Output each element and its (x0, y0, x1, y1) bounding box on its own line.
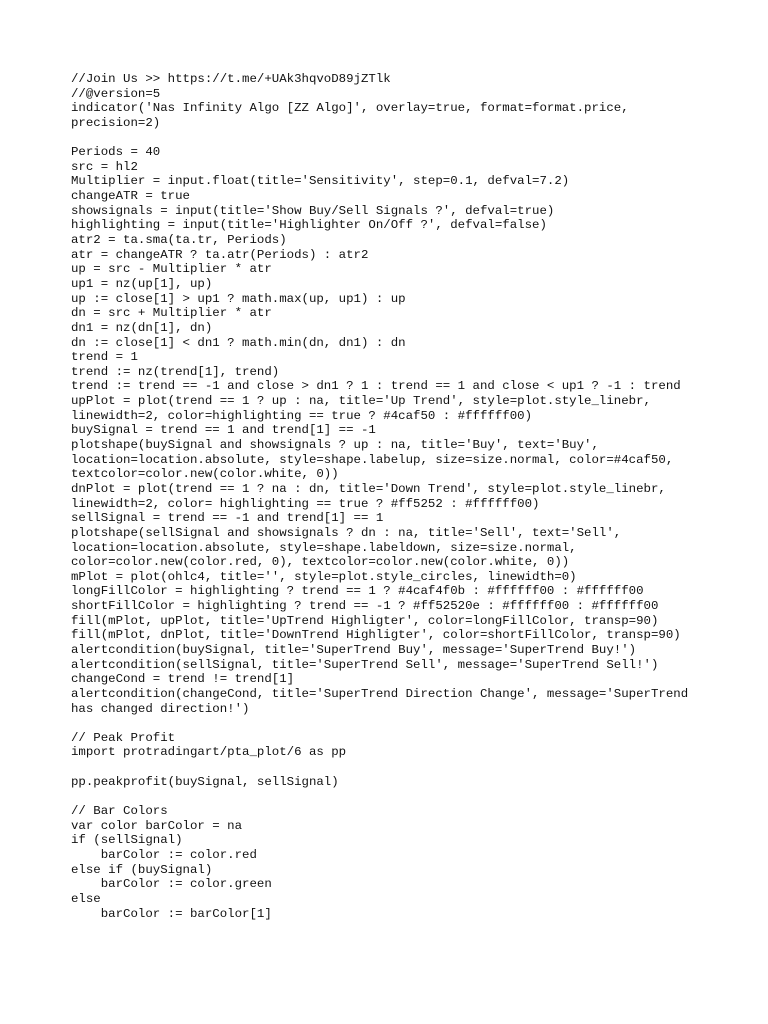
code-line: src = hl2 (71, 159, 138, 174)
code-line: longFillColor = highlighting ? trend == 1 ? #4caf4f0b : #ffffff00 : #ffffff00 (71, 584, 644, 599)
code-line: dn1 = nz(dn[1], dn) (71, 320, 213, 335)
code-line: color=color.new(color.red, 0), textcolor=color.new(color.white, 0)) (71, 555, 570, 570)
code-line: up := close[1] > up1 ? math.max(up, up1) : up (71, 291, 406, 306)
code-line: else (71, 891, 101, 906)
code-line: fill(mPlot, upPlot, title='UpTrend Highligter', color=longFillColor, transp=90) (71, 613, 659, 628)
code-line (71, 760, 731, 775)
code-line: import protradingart/pta_plot/6 as pp (71, 745, 347, 760)
code-line: dnPlot = plot(trend == 1 ? na : dn, title='Down Trend', style=plot.style_linebr, (71, 481, 666, 496)
code-line: //@version=5 (71, 86, 161, 101)
code-line: pp.peakprofit(buySignal, sellSignal) (71, 774, 339, 789)
code-line: plotshape(sellSignal and showsignals ? dn : na, title='Sell', text='Sell', (71, 525, 622, 540)
code-line: Periods = 40 (71, 145, 161, 160)
code-line: alertcondition(buySignal, title='SuperTrend Buy', message='SuperTrend Buy!') (71, 642, 637, 657)
code-line: barColor := color.green (71, 877, 272, 892)
code-line: atr2 = ta.sma(ta.tr, Periods) (71, 233, 287, 248)
code-line: atr = changeATR ? ta.atr(Periods) : atr2 (71, 247, 369, 262)
code-line: dn := close[1] < dn1 ? math.min(dn, dn1) : dn (71, 335, 406, 350)
code-line: plotshape(buySignal and showsignals ? up : na, title='Buy', text='Buy', (71, 438, 599, 453)
code-line: has changed direction!') (71, 701, 250, 716)
code-line: upPlot = plot(trend == 1 ? up : na, title='Up Trend', style=plot.style_linebr, (71, 394, 651, 409)
code-line: showsignals = input(title='Show Buy/Sell Signals ?', defval=true) (71, 203, 555, 218)
code-line: shortFillColor = highlighting ? trend == -1 ? #ff52520e : #ffffff00 : #ffffff00 (71, 599, 659, 614)
code-line: trend := nz(trend[1], trend) (71, 364, 280, 379)
code-line: sellSignal = trend == -1 and trend[1] == 1 (71, 511, 384, 526)
code-line: dn = src + Multiplier * atr (71, 306, 272, 321)
code-line: // Peak Profit (71, 730, 176, 745)
code-line: alertcondition(changeCond, title='SuperTrend Direction Change', message='SuperTrend (71, 686, 689, 701)
code-line: alertcondition(sellSignal, title='SuperTrend Sell', message='SuperTrend Sell!') (71, 657, 659, 672)
code-line: var color barColor = na (71, 818, 243, 833)
code-line (71, 716, 731, 731)
code-line: barColor := color.red (71, 847, 257, 862)
code-line: // Bar Colors (71, 804, 168, 819)
code-line: fill(mPlot, dnPlot, title='DownTrend Highligter', color=shortFillColor, transp=90) (71, 628, 681, 643)
code-line: linewidth=2, color= highlighting == true ? #ff5252 : #ffffff00) (71, 496, 540, 511)
code-line: up1 = nz(up[1], up) (71, 276, 213, 291)
code-line: mPlot = plot(ohlc4, title='', style=plot.style_circles, linewidth=0) (71, 569, 577, 584)
code-line: else if (buySignal) (71, 862, 213, 877)
code-line (71, 131, 731, 146)
code-line (71, 789, 731, 804)
code-line: up = src - Multiplier * atr (71, 262, 272, 277)
code-line: barColor := barColor[1] (71, 906, 272, 921)
code-line: textcolor=color.new(color.white, 0)) (71, 467, 339, 482)
code-line: changeATR = true (71, 189, 190, 204)
code-line: precision=2) (71, 115, 161, 130)
code-line: trend := trend == -1 and close > dn1 ? 1 : trend == 1 and close < up1 ? -1 : trend (71, 379, 681, 394)
code-block (71, 72, 731, 921)
code-line: //Join Us >> https://t.me/+UAk3hqvoD89jZTlk (71, 72, 391, 86)
code-line: highlighting = input(title='Highlighter On/Off ?', defval=false) (71, 218, 547, 233)
code-line: trend = 1 (71, 350, 138, 365)
code-line: indicator('Nas Infinity Algo [ZZ Algo]', overlay=true, format=format.price, (71, 101, 629, 116)
code-line: Multiplier = input.float(title='Sensitivity', step=0.1, defval=7.2) (71, 174, 570, 189)
code-line: changeCond = trend != trend[1] (71, 672, 295, 687)
code-line: if (sellSignal) (71, 833, 183, 848)
code-line: location=location.absolute, style=shape.labeldown, size=size.normal, (71, 540, 577, 555)
code-line: linewidth=2, color=highlighting == true ? #4caf50 : #ffffff00) (71, 408, 533, 423)
code-line: location=location.absolute, style=shape.labelup, size=size.normal, color=#4caf50, (71, 452, 674, 467)
code-line: buySignal = trend == 1 and trend[1] == -1 (71, 423, 376, 438)
